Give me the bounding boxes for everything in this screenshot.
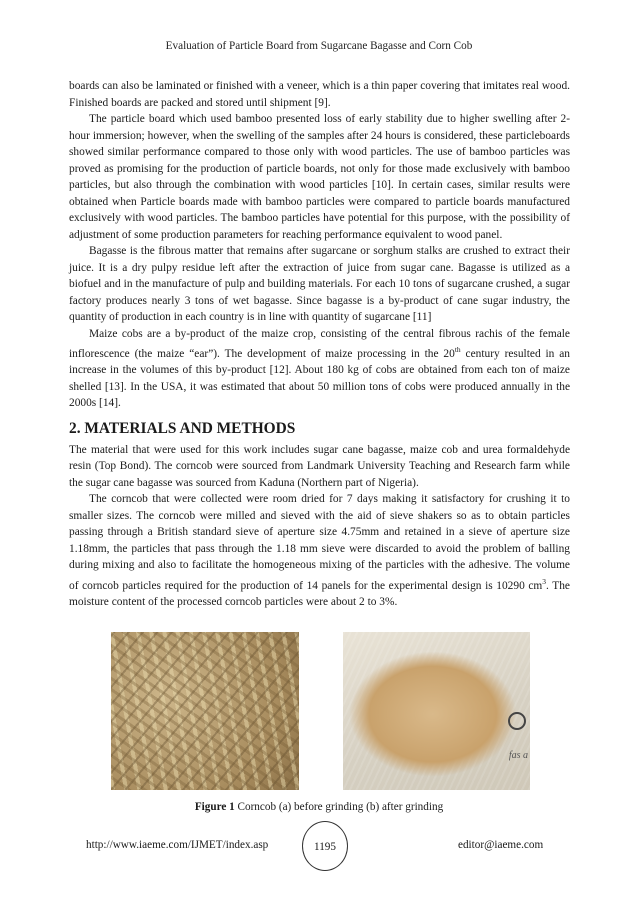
page-number-circle bbox=[302, 821, 348, 871]
corncob-before-grinding-photo bbox=[111, 632, 299, 790]
section-heading: 2. MATERIALS AND METHODS bbox=[69, 419, 296, 437]
paragraph-4 bbox=[69, 326, 570, 412]
figure-caption bbox=[0, 801, 638, 813]
paragraph-6-part-a: The corncob that were collected were room dried for 7 days making it satisfactory for crushing it to smaller sizes. The corncob were milled and sieved with the aid of sieve shakers so as to obtain particles passing through a British standard sieve of aperture size 4.75mm and retained in a sieve of aperture size 1.18mm, the particles that pass through the 1.18 mm sieve were discarded to avoid the problem of balling during mixing and also to facilitate the homogeneous mixing of the particles with the adhesive. The volume of corncob particles required for the production of 14 panels for the experimental design is 10290 cm bbox=[69, 493, 570, 592]
paragraph-5: The material that were used for this work includes sugar cane bagasse, maize cob and urea formaldehyde resin (Top Bond). The corncob were sourced from Landmark University Teaching and Research farm while the sugar cane bagasse was sourced from Kaduna (Northern part of Nigeria). bbox=[69, 443, 570, 489]
paragraph-3: Bagasse is the fibrous matter that remains after sugarcane or sorghum stalks are crushed to extract their juice. It is a dry pulpy residue left after the extraction of juice from sugar cane. Bagasse is utilized as a biofuel and in the manufacture of pulp and building materials. For each 10 tons of sugarcane crushed, a sugar factory produces nearly 3 tons of wet bagasse. Since bagasse is a by-product of cane sugar industry, the quantity of production in each country is in line with quantity of sugarcane [11] bbox=[69, 245, 570, 323]
figure-caption-label: Figure 1 bbox=[194, 801, 235, 813]
paragraph-4-part-a: Maize cobs are a by-product of the maize crop, consisting of the central fibrous rachis of the female inflorescence (the maize “ear”). The development of maize processing in the 20 bbox=[69, 327, 570, 360]
body-text bbox=[69, 78, 570, 611]
paragraph-4-part-b: century resulted in an increase in the volumes of this by-product [12]. About 180 kg of cobs are obtained from each ton of maize shelled [13]. In the USA, it was estimated that about 50 million tons of cobs were produced annually in the 2000s [14]. bbox=[69, 347, 571, 410]
superscript-th: th bbox=[454, 345, 461, 354]
figure-caption-text: Corncob (a) before grinding (b) after grinding bbox=[234, 801, 444, 813]
superscript-3: 3 bbox=[542, 576, 547, 586]
footer-email-link[interactable]: editor@iaeme.com bbox=[458, 839, 544, 851]
corncob-after-grinding-photo bbox=[343, 632, 530, 790]
footer-url-link[interactable]: http://www.iaeme.com/IJMET/index.asp bbox=[86, 839, 269, 851]
sack-logo-mark bbox=[508, 712, 526, 730]
figure-1 bbox=[111, 632, 531, 790]
running-header: Evaluation of Particle Board from Sugarcane Bagasse and Corn Cob bbox=[165, 40, 473, 52]
paragraph-6-part-b: . The moisture content of the processed corncob particles were about 2 to 3%. bbox=[69, 579, 570, 609]
paragraph-1: boards can also be laminated or finished with a veneer, which is a thin paper covering that imitates real wood. Finished boards are packed and stored until shipment [9]. bbox=[69, 80, 570, 109]
paragraph-2: The particle board which used bamboo presented loss of early stability due to higher swelling after 2-hour immersion; however, when the swelling of the samples after 24 hours is considered, these particleboards showed similar performance compared to those only with wood particles. The use of bamboo particles was proved as promising for the production of particle boards, not only for those made exclusively with bamboo particles, but also through the combination with wood particles [10]. In certain cases, similar results were obtained when Particle boards made with bamboo particles were compared to particle boards manufactured exclusively with wood particles. The bamboo particles have potential for this purpose, with the possibility of adjustment of some production parameters for reaching performance equivalent to wood panel. bbox=[69, 113, 570, 241]
page-number: 1195 bbox=[314, 841, 336, 853]
paragraph-6 bbox=[69, 491, 570, 610]
sack-printed-text: fas a bbox=[508, 750, 528, 761]
